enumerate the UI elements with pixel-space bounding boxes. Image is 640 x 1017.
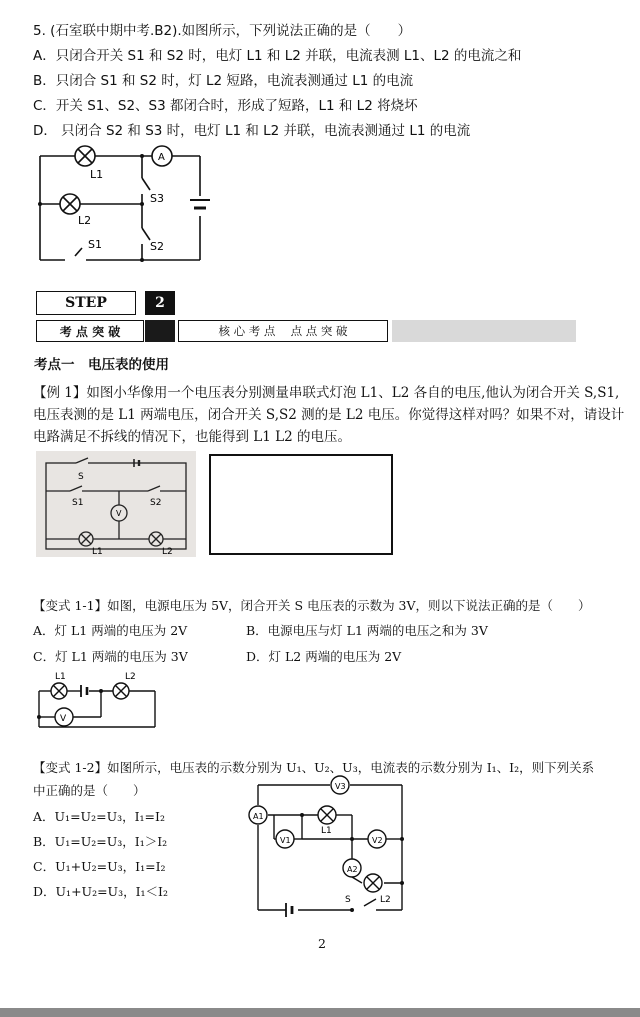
q5-stem: 5. (石室联中期中考.B2).如图所示，下列说法正确的是（ ） (33, 23, 412, 39)
step-label-box (36, 291, 136, 315)
topic-heading: 考点一 电压表的使用 (34, 357, 169, 373)
variant12-label-s: S (345, 895, 351, 905)
bottom-page-edge (0, 1008, 640, 1017)
variant12-label-a1: A1 (253, 812, 264, 821)
q5-option-b: B．只闭合 S1 和 S2 时，灯 L2 短路，电流表测通过 L1 的电流 (33, 73, 414, 89)
example1-line1: 【例 1】如图小华像用一个电压表分别测量串联式灯泡 L1、L2 各自的电压,他认为闭合开关 S,S1, (33, 385, 620, 401)
example1-label-voltmeter: V (116, 509, 122, 518)
variant12-label-l1: L1 (321, 826, 332, 836)
variant12-line2: 中正确的是（ ） (33, 783, 146, 798)
q5-option-c: C．开关 S1、S2、S3 都闭合时，形成了短路，L1 和 L2 将烧坏 (33, 98, 418, 114)
variant12-label-l2: L2 (380, 895, 391, 905)
step-number: 2 (155, 295, 165, 311)
variant11-option-b: B．电源电压与灯 L1 两端的电压之和为 3V (246, 623, 488, 638)
example1-line3: 电路满足不拆线的情况下，也能得到 L1 L2 的电压。 (33, 429, 351, 445)
variant12-label-a2: A2 (347, 865, 358, 874)
q5-label-l1: L1 (90, 168, 104, 181)
example1-label-s: S (78, 472, 84, 482)
step-number-box (145, 291, 175, 315)
variant12-option-b: B．U₁=U₂=U₃，I₁＞I₂ (33, 834, 168, 849)
example1-label-s1: S1 (72, 498, 84, 508)
q5-label-ammeter: A (158, 152, 165, 163)
variant12-label-v2: V2 (372, 836, 383, 845)
step-label: STEP (65, 295, 107, 311)
variant12-circuit-diagram (242, 775, 412, 918)
variant12-option-d: D．U₁+U₂=U₃，I₁＜I₂ (33, 884, 169, 899)
example1-line2: 电压表测的是 L1 两端电压，闭合开关 S,S2 测的是 L2 电压。你觉得这样对吗？如果不对，请设计 (33, 407, 625, 423)
q5-option-d: D． 只闭合 S2 和 S3 时，电灯 L1 和 L2 并联，电流表测通过 L1 的电流 (33, 123, 471, 139)
section-bar-gray-block (392, 320, 576, 342)
example1-answer-box (209, 454, 393, 555)
example1-circuit-photo (36, 451, 196, 557)
q5-label-s2: S2 (150, 240, 164, 253)
section-bar-middle (178, 320, 388, 342)
variant11-label-l1: L1 (55, 672, 66, 682)
variant11-option-d: D．灯 L2 两端的电压为 2V (246, 649, 402, 664)
example1-label-l2: L2 (162, 547, 173, 557)
variant11-stem: 【变式 1-1】如图，电源电压为 5V，闭合开关 S 电压表的示数为 3V，则以下说法正确的是（ ） (33, 598, 591, 613)
variant12-label-v3: V3 (335, 782, 346, 791)
variant12-option-a: A．U₁=U₂=U₃，I₁=I₂ (33, 809, 165, 824)
variant11-circuit-diagram (33, 671, 163, 737)
variant12-line1: 【变式 1-2】如图所示，电压表的示数分别为 U₁、U₂、U₃，电流表的示数分别为 I₁、I₂，则下列关系 (33, 760, 595, 775)
example1-label-l1: L1 (92, 547, 103, 557)
variant11-label-voltmeter: V (60, 714, 67, 724)
variant11-option-a: A．灯 L1 两端的电压为 2V (33, 623, 188, 638)
q5-label-l2: L2 (78, 214, 92, 227)
section-bar-left (36, 320, 144, 342)
variant11-label-l2: L2 (125, 672, 136, 682)
section-bar-black-block (145, 320, 175, 342)
section-bar-left-label: 考 点 突 破 (59, 324, 121, 339)
q5-circuit-diagram (30, 138, 220, 268)
q5-option-a: A．只闭合开关 S1 和 S2 时，电灯 L1 和 L2 并联，电流表测 L1、L2 的电流之和 (33, 48, 522, 64)
variant12-option-c: C．U₁+U₂=U₃，I₁=I₂ (33, 859, 166, 874)
variant11-option-c: C．灯 L1 两端的电压为 3V (33, 649, 188, 664)
example1-label-s2: S2 (150, 498, 162, 508)
q5-label-s1: S1 (88, 238, 102, 251)
variant12-label-v1: V1 (280, 836, 291, 845)
q5-label-s3: S3 (150, 192, 164, 205)
section-bar-middle-label: 核 心 考 点 点 点 突 破 (218, 324, 348, 338)
page-number: 2 (318, 936, 326, 951)
